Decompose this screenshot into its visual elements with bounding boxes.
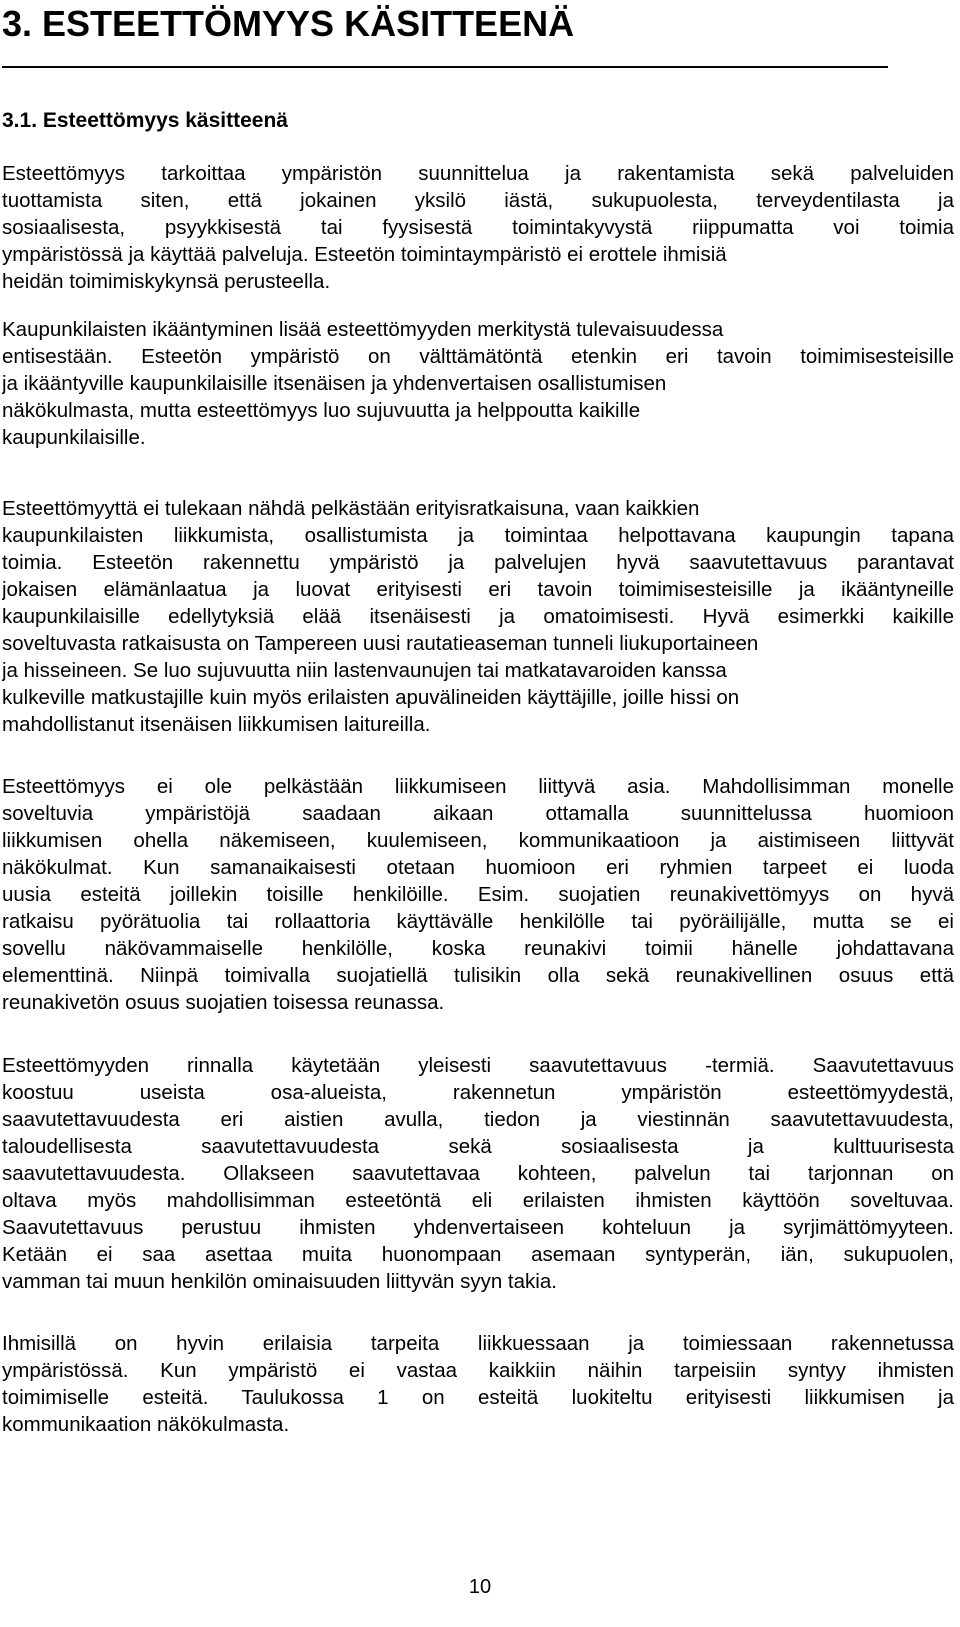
text-line: kaupunkilaisten liikkumista, osallistumista ja toimintaa helpottavana kaupungin tapana xyxy=(2,524,954,547)
text-line: toimimiselle esteitä. Taulukossa 1 on esteitä luokiteltu erityisesti liikkumisen ja xyxy=(2,1386,954,1409)
paragraph xyxy=(2,1052,954,1295)
text-line: sovellu näkövammaiselle henkilölle, koska reunakivi toimii hänelle johdattavana xyxy=(2,937,954,960)
text-line: kommunikaation näkökulmasta. xyxy=(2,1413,290,1436)
text-line: mahdollistanut itsenäisen liikkumisen laitureilla. xyxy=(2,713,431,736)
text-line: soveltuvasta ratkaisusta on Tampereen uusi rautatieaseman tunneli liukuportaineen xyxy=(2,632,759,655)
text-line: kulkeville matkustajille kuin myös erilaisten apuvälineiden käyttäjille, joille hissi on xyxy=(2,686,740,709)
text-line: jokaisen elämänlaatua ja luovat erityisesti eri tavoin toimimisesteisille ja ikääntyneille xyxy=(2,578,954,601)
text-line: Ketään ei saa asettaa muita huonompaan asemaan syntyperän, iän, sukupuolen, xyxy=(2,1243,954,1266)
text-line: uusia esteitä joillekin toisille henkilöille. Esim. suojatien reunakivettömyys on hyvä xyxy=(2,883,954,906)
text-line: toimia. Esteetön rakennettu ympäristö ja palvelujen hyvä saavutettavuus parantavat xyxy=(2,551,954,574)
text-line: näkökulmat. Kun samanaikaisesti otetaan huomioon eri ryhmien tarpeet ei luoda xyxy=(2,856,954,879)
text-line: Esteettömyys tarkoittaa ympäristön suunnittelua ja rakentamista sekä palveluiden xyxy=(2,162,954,185)
text-line: elementtinä. Niinpä toimivalla suojatiellä tulisikin olla sekä reunakivellinen osuus että xyxy=(2,964,954,987)
text-line: soveltuvia ympäristöjä saadaan aikaan ottamalla suunnittelussa huomioon xyxy=(2,802,954,825)
text-line: Esteettömyyden rinnalla käytetään yleisesti saavutettavuus -termiä. Saavutettavuus xyxy=(2,1054,954,1077)
paragraph xyxy=(2,316,954,451)
chapter-rule xyxy=(2,66,888,68)
text-line: entisestään. Esteetön ympäristö on välttämätöntä etenkin eri tavoin toimimisesteisille xyxy=(2,345,954,368)
text-line: kaupunkilaisille edellytyksiä elää itsenäisesti ja omatoimisesti. Hyvä esimerkki kaikille xyxy=(2,605,954,628)
text-line: Ihmisillä on hyvin erilaisia tarpeita liikkuessaan ja toimiessaan rakennetussa xyxy=(2,1332,954,1355)
section-title: 3.1. Esteettömyys käsitteenä xyxy=(2,109,288,132)
text-line: ja hisseineen. Se luo sujuvuutta niin lastenvaunujen tai matkatavaroiden kanssa xyxy=(2,659,727,682)
text-line: Esteettömyys ei ole pelkästään liikkumiseen liittyvä asia. Mahdollisimman monelle xyxy=(2,775,954,798)
text-line: tuottamista siten, että jokainen yksilö iästä, sukupuolesta, terveydentilasta ja xyxy=(2,189,954,212)
text-line: ratkaisu pyörätuolia tai rollaattoria käyttävälle henkilölle tai pyöräilijälle, mutta se ei xyxy=(2,910,954,933)
chapter-title: 3. ESTEETTÖMYYS KÄSITTEENÄ xyxy=(2,3,575,44)
text-line: taloudellisesta saavutettavuudesta sekä sosiaalisesta ja kulttuurisesta xyxy=(2,1135,954,1158)
paragraph xyxy=(2,1330,954,1438)
text-line: ympäristössä ja käyttää palveluja. Esteetön toimintaympäristö ei erottele ihmisiä xyxy=(2,243,727,266)
text-line: ja ikääntyville kaupunkilaisille itsenäisen ja yhdenvertaisen osallistumisen xyxy=(2,372,667,395)
text-line: reunakivetön osuus suojatien toisessa reunassa. xyxy=(2,991,445,1014)
text-line: heidän toimimiskykynsä perusteella. xyxy=(2,270,331,293)
text-line: oltava myös mahdollisimman esteetöntä eli erilaisten ihmisten käyttöön soveltuvaa. xyxy=(2,1189,954,1212)
page-number: 10 xyxy=(468,1576,492,1598)
paragraph xyxy=(2,773,954,1016)
text-line: sosiaalisesta, psyykkisestä tai fyysisestä toimintakyvystä riippumatta voi toimia xyxy=(2,216,954,239)
text-line: Esteettömyyttä ei tulekaan nähdä pelkästään erityisratkaisuna, vaan kaikkien xyxy=(2,497,700,520)
text-line: saavutettavuudesta eri aistien avulla, tiedon ja viestinnän saavutettavuudesta, xyxy=(2,1108,954,1131)
text-line: Kaupunkilaisten ikääntyminen lisää esteettömyyden merkitystä tulevaisuudessa xyxy=(2,318,724,341)
text-line: kaupunkilaisille. xyxy=(2,426,146,449)
paragraph xyxy=(2,495,954,738)
text-line: Saavutettavuus perustuu ihmisten yhdenvertaiseen kohteluun ja syrjimättömyyteen. xyxy=(2,1216,954,1239)
text-line: ympäristössä. Kun ympäristö ei vastaa kaikkiin näihin tarpeisiin syntyy ihmisten xyxy=(2,1359,954,1382)
text-line: saavutettavuudesta. Ollakseen saavutettavaa kohteen, palvelun tai tarjonnan on xyxy=(2,1162,954,1185)
text-line: liikkumisen ohella näkemiseen, kuulemiseen, kommunikaatioon ja aistimiseen liittyvät xyxy=(2,829,954,852)
text-line: näkökulmasta, mutta esteettömyys luo sujuvuutta ja helppoutta kaikille xyxy=(2,399,641,422)
paragraph xyxy=(2,160,954,295)
text-line: vamman tai muun henkilön ominaisuuden liittyvän syyn takia. xyxy=(2,1270,557,1293)
text-line: koostuu useista osa-alueista, rakennetun ympäristön esteettömyydestä, xyxy=(2,1081,954,1104)
